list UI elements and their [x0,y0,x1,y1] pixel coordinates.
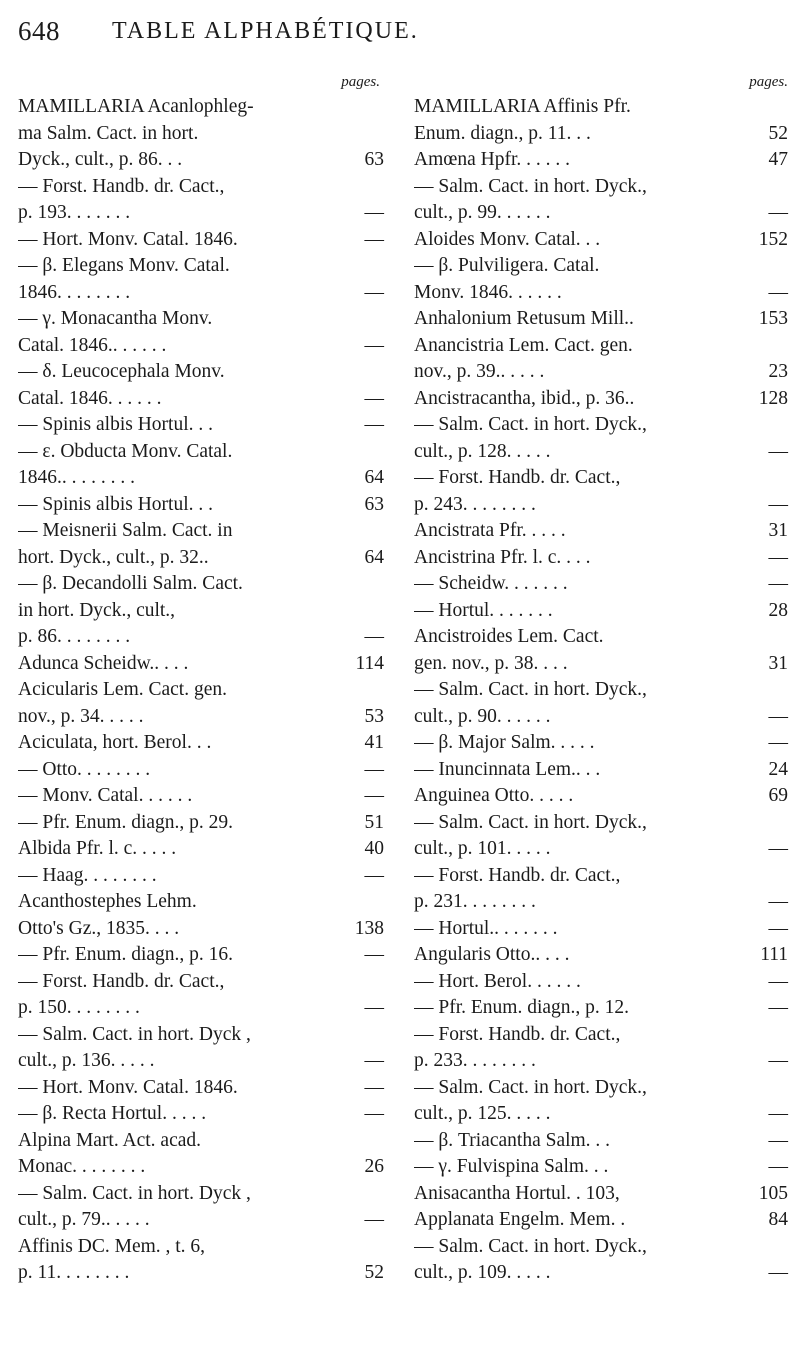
page-reference: — [364,758,384,780]
index-line-text: 1846. . . . . . . . [18,281,131,303]
index-line-text: Affinis DC. Mem. , t. 6, [18,1235,206,1257]
page-reference: — [768,838,788,859]
index-line [414,439,794,466]
index-line [414,492,794,519]
index-entries [18,94,408,1287]
index-line-text: Acicularis Lem. Cact. gen. [18,679,228,700]
index-line [18,757,408,784]
page-reference: — [768,1156,788,1177]
index-line-text: — Hort. Monv. Catal. 1846. [18,1076,238,1098]
index-line [18,598,408,625]
index-line [18,810,408,837]
index-line [414,889,794,916]
index-line-text: Anisacantha Hortul. . 103, [414,1182,620,1204]
index-line [414,651,794,678]
index-line-text: — Scheidw. . . . . . . [414,573,568,594]
index-entries [414,94,794,1287]
index-line [18,492,408,519]
pages-label: pages. [341,74,380,90]
index-line-text: cult., p. 99. . . . . . [414,202,551,223]
index-line-text: — δ. Leucocephala Monv. [18,361,225,382]
index-line-text: — Hortul.. . . . . . . [414,917,558,939]
index-line [18,147,408,174]
page-reference: — [768,1129,788,1151]
index-line-text: — β. Recta Hortul. . . . . [18,1103,207,1124]
column-head [414,74,794,94]
index-line [18,969,408,996]
index-line [18,730,408,757]
index-line [18,916,408,943]
page-reference: — [364,626,384,647]
index-line [18,121,408,148]
index-line [18,94,408,121]
index-line-text: Anancistria Lem. Cact. gen. [414,334,633,356]
index-line [18,306,408,333]
index-line-text: — Monv. Catal. . . . . . [18,785,193,806]
index-line-text: — Salm. Cact. in hort. Dyck., [414,1235,647,1257]
page-reference: — [768,1103,788,1124]
index-line-text: — Pfr. Enum. diagn., p. 16. [18,944,234,965]
index-line [18,677,408,704]
index-line [414,1207,794,1234]
index-line-text: — Salm. Cact. in hort. Dyck., [414,811,647,833]
index-line [414,677,794,704]
page-reference: — [364,387,384,409]
page-reference: — [768,970,788,992]
index-line [414,1048,794,1075]
index-line [414,1022,794,1049]
index-line-text: — Salm. Cact. in hort. Dyck , [18,1182,251,1204]
index-line-text: cult., p. 128. . . . . [414,440,551,462]
page-reference: — [364,997,384,1018]
page-reference: — [768,493,788,515]
index-line-text: — Spinis albis Hortul. . . [18,493,214,515]
page-reference: 24 [768,758,788,780]
page-reference: — [768,281,788,303]
index-line-text: p. 86. . . . . . . . [18,626,131,647]
page-reference: 23 [768,361,788,382]
index-line [414,1260,794,1287]
index-line-text: p. 193. . . . . . . [18,202,131,223]
index-line-text: ma Salm. Cact. in hort. [18,122,199,144]
index-line [18,386,408,413]
index-line-text: Acanthostephes Lehm. [18,891,197,912]
page-reference: 138 [354,917,384,939]
index-line-text: cult., p. 109. . . . . [414,1262,551,1283]
page-reference: 105 [758,1182,788,1204]
index-line [414,518,794,545]
index-line-text: nov., p. 39.. . . . . [414,361,545,382]
page-reference: 26 [364,1156,384,1177]
index-line [414,1128,794,1155]
index-line [18,995,408,1022]
index-line-text: cult., p. 79.. . . . . [18,1209,150,1230]
page-reference: 52 [768,122,788,144]
index-line [414,598,794,625]
index-line [414,836,794,863]
page-reference: 28 [768,599,788,621]
index-line [414,94,794,121]
running-head [0,14,800,48]
index-line [414,571,794,598]
index-line-text: MAMILLARIA Affinis Pfr. [414,96,631,117]
index-line [414,1075,794,1102]
page-reference: — [364,1076,384,1098]
index-line-text: Ancistrata Pfr. . . . . [414,520,566,541]
index-line-text: Alpina Mart. Act. acad. [18,1129,202,1151]
page-reference: 31 [768,520,788,541]
index-line [414,757,794,784]
index-line [18,200,408,227]
index-line-text: — β. Pulviligera. Catal. [414,255,600,276]
page-reference: — [768,1050,788,1071]
page-reference: 51 [364,811,384,833]
index-line [18,704,408,731]
index-line-text: — γ. Fulvispina Salm. . . [414,1156,609,1177]
index-line-text: — Forst. Handb. dr. Cact., [18,175,225,197]
index-line [414,942,794,969]
index-line-text: Enum. diagn., p. 11. . . [414,122,591,144]
index-line [414,386,794,413]
index-line [414,1154,794,1181]
index-line [18,571,408,598]
index-line [18,545,408,572]
page-reference: 31 [768,652,788,674]
page-reference: — [364,785,384,806]
page-reference: — [768,1262,788,1283]
page-reference: 41 [364,732,384,753]
index-line [18,1075,408,1102]
page-reference: — [768,202,788,223]
index-line-text: — Meisnerii Salm. Cact. in [18,520,233,541]
index-line-text: p. 231. . . . . . . . [414,891,536,912]
page-reference: 152 [758,228,788,250]
index-line [414,916,794,943]
page-reference: — [364,228,384,250]
page-reference: — [364,1050,384,1071]
page-number: 648 [18,16,60,46]
index-line [414,174,794,201]
index-line [414,227,794,254]
index-line [18,333,408,360]
page-reference: — [768,546,788,568]
index-line [414,465,794,492]
index-line-text: 1846.. . . . . . . . [18,467,135,488]
page-reference: — [364,281,384,303]
index-line-text: Anguinea Otto. . . . . [414,785,574,806]
index-column-right [414,74,794,1287]
index-line-text: p. 150. . . . . . . . [18,997,140,1018]
page-reference: 64 [364,467,384,488]
page-reference: 111 [760,944,788,965]
page-reference: 40 [364,838,384,859]
index-line-text: — γ. Monacantha Monv. [18,308,213,329]
index-line-text: p. 233. . . . . . . . [414,1050,536,1071]
page-reference: 114 [355,652,384,674]
index-line-text: — Forst. Handb. dr. Cact., [414,1023,621,1045]
page-reference: — [768,573,788,594]
index-line-text: p. 11. . . . . . . . [18,1262,130,1283]
index-line [18,1022,408,1049]
index-line-text: Applanata Engelm. Mem. . [414,1209,626,1230]
pages-label: pages. [749,74,788,90]
index-line [414,969,794,996]
running-title: TABLE ALPHABÉTIQUE. [112,18,419,44]
index-line [18,518,408,545]
index-line-text: — Forst. Handb. dr. Cact., [18,970,225,992]
index-line-text: — β. Major Salm. . . . . [414,732,595,753]
index-line-text: in hort. Dyck., cult., [18,599,176,621]
page-reference: — [364,1103,384,1124]
index-line-text: hort. Dyck., cult., p. 32.. [18,546,209,568]
page-reference: 53 [364,705,384,727]
index-line-text: nov., p. 34. . . . . [18,705,144,727]
index-line-text: — β. Decandolli Salm. Cact. [18,573,243,594]
index-line [414,1234,794,1261]
index-line-text: — Inuncinnata Lem.. . . [414,758,601,780]
page-reference: 52 [364,1262,384,1283]
page-reference: — [768,732,788,753]
index-line-text: cult., p. 101. . . . . [414,838,551,859]
index-line [18,253,408,280]
index-line [18,889,408,916]
index-line [414,359,794,386]
index-line-text: Ancistrina Pfr. l. c. . . . [414,546,591,568]
index-column-left [18,74,408,1287]
index-line-text: — ε. Obducta Monv. Catal. [18,440,233,462]
page-reference: — [768,440,788,462]
index-line [18,227,408,254]
page-reference: — [364,944,384,965]
index-line-text: Anhalonium Retusum Mill.. [414,308,634,329]
index-line [414,863,794,890]
index-line [414,333,794,360]
index-line [18,1181,408,1208]
index-line [414,200,794,227]
index-line-text: cult., p. 125. . . . . [414,1103,551,1124]
index-line [414,995,794,1022]
index-line [18,836,408,863]
index-line-text: — Haag. . . . . . . . [18,864,157,886]
index-line [414,624,794,651]
index-line [18,942,408,969]
index-line [18,624,408,651]
index-line [414,412,794,439]
index-line [18,863,408,890]
index-line-text: — Salm. Cact. in hort. Dyck , [18,1023,251,1045]
page-reference: — [768,891,788,912]
index-line-text: p. 243. . . . . . . . [414,493,536,515]
index-line-text: — Salm. Cact. in hort. Dyck., [414,679,647,700]
index-line-text: Catal. 1846. . . . . . [18,387,162,409]
index-line [414,1101,794,1128]
index-line-text: — Pfr. Enum. diagn., p. 12. [414,997,630,1018]
page-reference: — [768,997,788,1018]
index-line [18,1048,408,1075]
index-line [414,280,794,307]
index-line [18,439,408,466]
index-line [18,1154,408,1181]
index-line-text: — Forst. Handb. dr. Cact., [414,864,621,886]
page-reference: — [364,1209,384,1230]
index-line [414,545,794,572]
index-line-text: — Forst. Handb. dr. Cact., [414,467,621,488]
index-line-text: Angularis Otto.. . . . [414,944,570,965]
index-line [18,412,408,439]
index-line [18,1101,408,1128]
index-line [414,810,794,837]
page-reference: — [768,917,788,939]
page-reference: — [768,705,788,727]
index-line-text: — β. Triacantha Salm. . . [414,1129,611,1151]
index-line-text: Adunca Scheidw.. . . . [18,652,189,674]
index-line-text: Monv. 1846. . . . . . [414,281,562,303]
index-line [18,1260,408,1287]
index-line-text: Ancistracantha, ibid., p. 36.. [414,387,635,409]
page-reference: 63 [364,493,384,515]
page-reference: — [364,414,384,435]
index-line [414,121,794,148]
index-line [18,174,408,201]
index-line [18,1234,408,1261]
index-line-text: — Pfr. Enum. diagn., p. 29. [18,811,234,833]
index-line [18,359,408,386]
index-line-text: — β. Elegans Monv. Catal. [18,255,230,276]
index-line-text: — Spinis albis Hortul. . . [18,414,214,435]
page-reference: — [364,334,384,356]
index-line [18,651,408,678]
index-line [414,730,794,757]
index-line-text: Aciculata, hort. Berol. . . [18,732,212,753]
index-line [18,1207,408,1234]
index-line-text: Aloides Monv. Catal. . . [414,228,601,250]
index-line-text: — Hort. Monv. Catal. 1846. [18,228,238,250]
index-line-text: — Salm. Cact. in hort. Dyck., [414,1076,647,1098]
index-line-text: — Hortul. . . . . . . [414,599,553,621]
page-reference: 153 [758,308,788,329]
index-line-text: MAMILLARIA Acanlophleg- [18,96,254,117]
page-reference: 128 [758,387,788,409]
index-line [414,783,794,810]
index-line-text: Otto's Gz., 1835. . . . [18,917,180,939]
index-line-text: Amœna Hpfr. . . . . . [414,149,570,170]
index-line [414,147,794,174]
page-reference: 47 [768,149,788,170]
index-line [18,783,408,810]
index-line [18,280,408,307]
page-reference: — [364,202,384,223]
index-line [18,1128,408,1155]
page-reference: 64 [364,546,384,568]
index-line [18,465,408,492]
index-line [414,1181,794,1208]
index-line-text: gen. nov., p. 38. . . . [414,652,568,674]
index-line [414,704,794,731]
index-line-text: cult., p. 90. . . . . . [414,705,551,727]
page-reference: — [364,864,384,886]
page-reference: 84 [768,1209,788,1230]
index-line-text: — Otto. . . . . . . . [18,758,151,780]
index-line-text: cult., p. 136. . . . . [18,1050,155,1071]
index-line-text: Ancistroides Lem. Cact. [414,626,604,647]
index-line-text: — Hort. Berol. . . . . . [414,970,581,992]
index-line-text: Albida Pfr. l. c. . . . . [18,838,177,859]
index-line-text: — Salm. Cact. in hort. Dyck., [414,414,647,435]
page-reference: 69 [768,785,788,806]
column-head [18,74,408,94]
page-reference: 63 [364,149,384,170]
index-line-text: Catal. 1846.. . . . . . [18,334,167,356]
index-line [414,306,794,333]
index-line-text: Monac. . . . . . . . [18,1156,146,1177]
index-line-text: — Salm. Cact. in hort. Dyck., [414,175,647,197]
index-line-text: Dyck., cult., p. 86. . . [18,149,183,170]
index-line [414,253,794,280]
